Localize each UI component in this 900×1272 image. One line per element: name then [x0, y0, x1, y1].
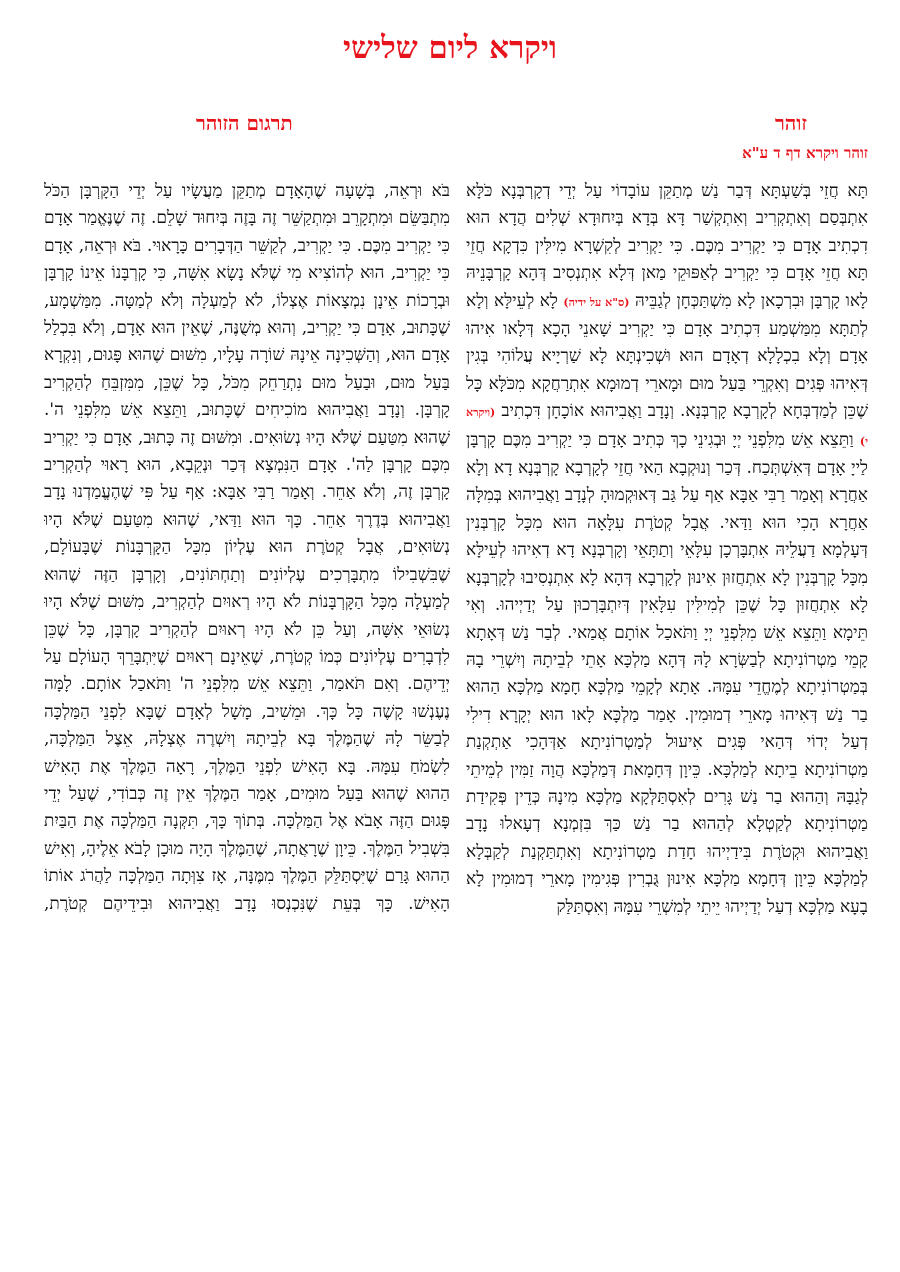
verse-reference: (ויקרא י) — [466, 406, 868, 448]
page-title: ויקרא ליום שלישי — [343, 30, 557, 66]
zohar-column-heading: זוהר — [774, 111, 807, 135]
zohar-text-part-1: תָּא חֲזֵי בְּשַׁעְתָּא דְּבַר נַשׁ מְתַקֵּן עוֹבָדוֹי עַל יְדֵי דְקָרְבְּנָא כֹּלָּא אִתְבְּסַם וְאִתְקְרִיב וְאִתְקְשַׁר דָּא בְּדָא בְּיִחוּדָא שְׁלִים הֲדָא הוּא דִכְתִיב אָדָם כִּי יַקְרִיב מִכֶּם. כִּי יַקְרִיב לְקִשְׁרָא מִילִּין כִּדְקָא חֲזֵי תָּא חֲזֵי אָדָם כִּי יַקְרִיב לְאַפּוּקֵי מַאן דְּלָא אִתְנְסִיב דְּהָא קָרְבָּנֵיהּ לָאו קָרְבָּן וּבִרְכָאן לָא מִשְׁתַּכְּחָן לְגַבֵּיהּ — [466, 181, 868, 311]
translation-column-heading: תרגום הזוהר — [196, 111, 293, 135]
zohar-paragraph — [466, 178, 868, 921]
translation-text-column — [44, 178, 450, 1256]
verse-reference: (ס"א על ידיה) — [563, 295, 630, 309]
zohar-text-column — [466, 178, 868, 1256]
translation-paragraph: בֹּא וּרְאֵה, בְּשָׁעָה שֶׁהָאָדָם מְתַקֵּן מַעֲשָׂיו עַל יְדֵי הַקָּרְבָּן הַכֹּל מִתְבַּשֵּׂם וּמִתְקָרֵב וּמִתְקַשֵּׁר זֶה בָּזֶה בְּיִחוּד שָׁלֵם. זֶה שֶׁנֶּאֱמַר אָדָם כִּי יַקְרִיב מִכֶּם. כִּי יַקְרִיב, לְקַשֵּׁר הַדְּבָרִים כָּרָאוּי. בֹּא וּרְאֵה, אָדָם כִּי יַקְרִיב, הוּא לְהוֹצִיא מִי שֶׁלֹּא נָשָׂא אִשָּׁה, כִּי קָרְבָּנוֹ אֵינוֹ קָרְבָּן וּבְרָכוֹת אֵינָן נִמְצָאוֹת אֶצְלוֹ, לֹא לְמַעְלָה וְלֹא לְמַטָּה. מִמַּשְׁמָע, שֶׁכָּתוּב, אָדָם כִּי יַקְרִיב, וְהוּא מְשֻׁנֶּה, שֶׁאֵין הוּא אָדָם, וְלֹא בִּכְלַל אָדָם הוּא, וְהַשְּׁכִינָה אֵינָהּ שׁוֹרָה עָלָיו, מִשּׁוּם שֶׁהוּא פָּגוּם, וְנִקְרָא בַּעַל מוּם, וּבַעַל מוּם נִתְרַחֵק מִכֹּל, כָּל שֶׁכֵּן, מִמִּזְבֵּחַ לְהַקְרִיב קָרְבָּן. וְנָדָב וַאֲבִיהוּא מוֹכִיחִים שֶׁכָּתוּב, וַתֵּצֵא אֵשׁ מִלִּפְנֵי ה'. שֶׁהוּא מִטַּעַם שֶׁלֹּא הָיוּ נְשׂוּאִים. וּמִשּׁוּם זֶה כָּתוּב, אָדָם כִּי יַקְרִיב מִכֶּם קָרְבָּן לַה'. אָדָם הַנִּמְצָא דְּכַר וּנְקֵבָא, הוּא רָאוּי לְהַקְרִיב קָרְבָּן זֶה, וְלֹא אַחֵר. וְאָמַר רַבִּי אַבָּא: אַף עַל פִּי שֶׁהֶעֱמַדְנוּ נָדָב וַאֲבִיהוּא בְּדֶרֶךְ אַחֵר. כָּךְ הוּא וַדַּאי, שֶׁהוּא מִטַּעַם שֶׁלֹּא הָיוּ נְשׂוּאִים, אֲבָל קְטֹרֶת הוּא עֶלְיוֹן מִכָּל הַקָּרְבָּנוֹת שֶׁבָּעוֹלָם, שֶׁבִּשְׁבִילוֹ מִתְבָּרְכִים עֶלְיוֹנִים וְתַחְתּוֹנִים, וְקָרְבָּן הַזֶּה שֶׁהוּא לְמַעְלָה מִכָּל הַקָּרְבָּנוֹת לֹא הָיוּ רְאוּיִם לְהַקְרִיב, מִשּׁוּם שֶׁלֹּא הָיוּ נְשׂוּאֵי אִשָּׁה, וְעַל כֵּן לֹא הָיוּ רְאוּיִם לְהַקְרִיב קָרְבָּן, כָּל שֶׁכֵּן לִדְבָרִים עֶלְיוֹנִים כְּמוֹ קְטֹרֶת, שֶׁאֵינָם רְאוּיִם שֶׁיִּתְבָּרֵךְ הָעוֹלָם עַל יְדֵיהֶם. וְאִם תֹּאמַר, וַתֵּצֵא אֵשׁ מִלִּפְנֵי ה' וַתֹּאכַל אוֹתָם. לָמָּה נֶעֶנְשׁוּ קָשֶׁה כָּל כָּךְ. וּמֵשִׁיב, מָשָׁל לְאָדָם שֶׁבָּא לִפְנֵי הַמַּלְכָּה לְבַשֵּׂר לָהּ שֶׁהַמֶּלֶךְ בָּא לְבֵיתָהּ וְיִשְׁרֶה אֶצְלָהּ, אֵצֶל הַמַּלְכָּה, לִשְׂמֹחַ עִמָּהּ. בָּא הָאִישׁ לִפְנֵי הַמֶּלֶךְ, רָאָה הַמֶּלֶךְ אֶת הָאִישׁ הַהוּא שֶׁהוּא בַּעַל מוּמִים, אָמַר הַמֶּלֶךְ אֵין זֶה כְּבוֹדִי, שֶׁעַל יְדֵי פָּגוּם הַזֶּה אָבֹא אֶל הַמַּלְכָּה. בְּתוֹךְ כָּךְ, תִּקְּנָה הַמַּלְכָּה אֶת הַבַּיִת בִּשְׁבִיל הַמֶּלֶךְ. כֵּיוָן שֶׁרָאֲתָה, שֶׁהַמֶּלֶךְ הָיָה מוּכָן לָבֹא אֵלֶיהָ, וְאִישׁ הַהוּא גָּרַם שֶׁיִּסְתַּלֵּק הַמֶּלֶךְ מִמֶּנָּה, אָז צִוְּתָה הַמַּלְכָּה לַהֲרֹג אוֹתוֹ הָאִישׁ. כָּךְ בְּעֵת שֶׁנִּכְנְסוּ נָדָב וַאֲבִיהוּא וּבִידֵיהֶם קְטֹרֶת, — [44, 181, 450, 914]
zohar-text-part-2: לָא לְעֵילָּא וְלָא לְתַתָּא מִמַּשְׁמַע דִּכְתִיב אָדָם כִּי יַקְרִיב שָׁאנֵי הָכָא דְּלָאו אִיהוּ אָדָם וְלָא בִכְלָלָא דְאָדָם הוּא וּשְׁכִינְתָּא לָא שַׁרְיָיא עֲלוֹהִי בְּגִין דְּאִיהוּ פְּגִים וְאִקְרֵי בַּעַל מוּם וּמָארֵי דְמוּמָא אִתְרַחֲקָא מִכֹּלָּא כָּל שֶׁכֵּן לְמַדְבְּחָא לְקָרְבָא קָרְבְּנָא. וְנָדָב וַאֲבִיהוּא אוֹכָחָן דִּכְתִיב — [466, 290, 868, 422]
zohar-text-part-3: וַתֵּצֵא אֵשׁ מִלִּפְנֵי יְיָ וּבְגִינֵי כָךְ כְּתִיב אָדָם כִּי יַקְרִיב מִכֶּם קָרְבָּן לַייָ אָדָם דְּאִשְׁתְּכַח. דְּכַר וְנוּקְבָא הַאי חֲזֵי לְקָרְבָא קָרְבְּנָא דָא וְלָא אַחֲרָא וְאָמַר רַבִּי אַבָּא אַף עַל גַּב דְּאוּקְמוּהָ לְנָדָב וַאֲבִיהוּא בְּמִלָּה אַחֲרָא הָכִי הוּא וַדַּאי. אֲבָל קְטֹרֶת עִלָּאָה הוּא מִכָּל קָרְבְּנִין דְּעָלְמָא דַעֲלֵיהּ אִתְבָּרְכָן עִלָּאֵי וְתַתָּאֵי וְקָרְבְּנָא דָא דְאִיהוּ לְעֵילָּא מִכָּל קָרְבְּנִין לָא אִתְחֲזוּן אִינוּן לְקָרְבָא דְּהָא לָא אִתְנְסִיבוּ לְקָרְבְּנָא לָא אִתְחֲזוּן כָּל שֶׁכֵּן לְמִילִּין עִלָּאִין דְּיִתְבָּרְכוּן עַל יְדַיְיהוּ. וְאִי תֵּימָא וַתֵּצֵא אֵשׁ מִלִּפְנֵי יְיָ וַתֹּאכַל אוֹתָם אֲמַאי. לְבַר נַשׁ דְּאָתָא קָמֵי מַטְרוֹנִיתָא לְבַשְּׂרָא לָהּ דְּהָא מַלְכָּא אָתֵי לְבֵיתָהּ וְיִשְׁרֵי בָהּ בְּמַטְרוֹנִיתָא לְמֶחֱדֵי עִמָּהּ. אָתָא לְקָמֵי מַלְכָּא חָמָא מַלְכָּא הַהוּא בַר נַשׁ דְּאִיהוּ מָארֵי דְמוּמִין. אָמַר מַלְכָּא לָאו הוּא יְקָרָא דִילִי דְעַל יְדוֹי דְּהַאי פְּגִים אִיעוּל לְמַטְרוֹנִיתָא אַדְּהָכִי אַתְקְנַת מַטְרוֹנִיתָא בֵיתָא לְמַלְכָּא. כֵּיוָן דְּחָמָאת דְּמַלְכָּא הֲוָה זַמִּין לְמֵיתֵי לְגַבָּהּ וְהַהוּא בַר נַשׁ גָּרִים לְאִסְתַּלְּקָא מַלְכָּא מִינָהּ כְּדֵין פְּקִידַת מַטְרוֹנִיתָא לְקַטְלָא לְהַהוּא בַר נַשׁ כַּךְ בִּזְמְנָא דְעָאלוּ נָדָב וַאֲבִיהוּא וּקְטֹרֶת בִּידַיְיהוּ חָדַת מַטְרוֹנִיתָא וְאִתְתַּקְנַת לְקַבְּלָא לְמַלְכָּא כֵּיוָן דְּחָמָא מַלְכָּא אִינוּן גֻּבְרִין פְּגִימִין מָארֵי דְמוּמִין לָא בָעָא מַלְכָּא דְעַל יְדַיְיהוּ יֵיתֵי לְמִשְׁרֵי עִמָּהּ וְאִסְתַּלַּק — [466, 429, 868, 917]
source-reference: זוהר ויקרא דף ד ע"א — [742, 144, 868, 162]
